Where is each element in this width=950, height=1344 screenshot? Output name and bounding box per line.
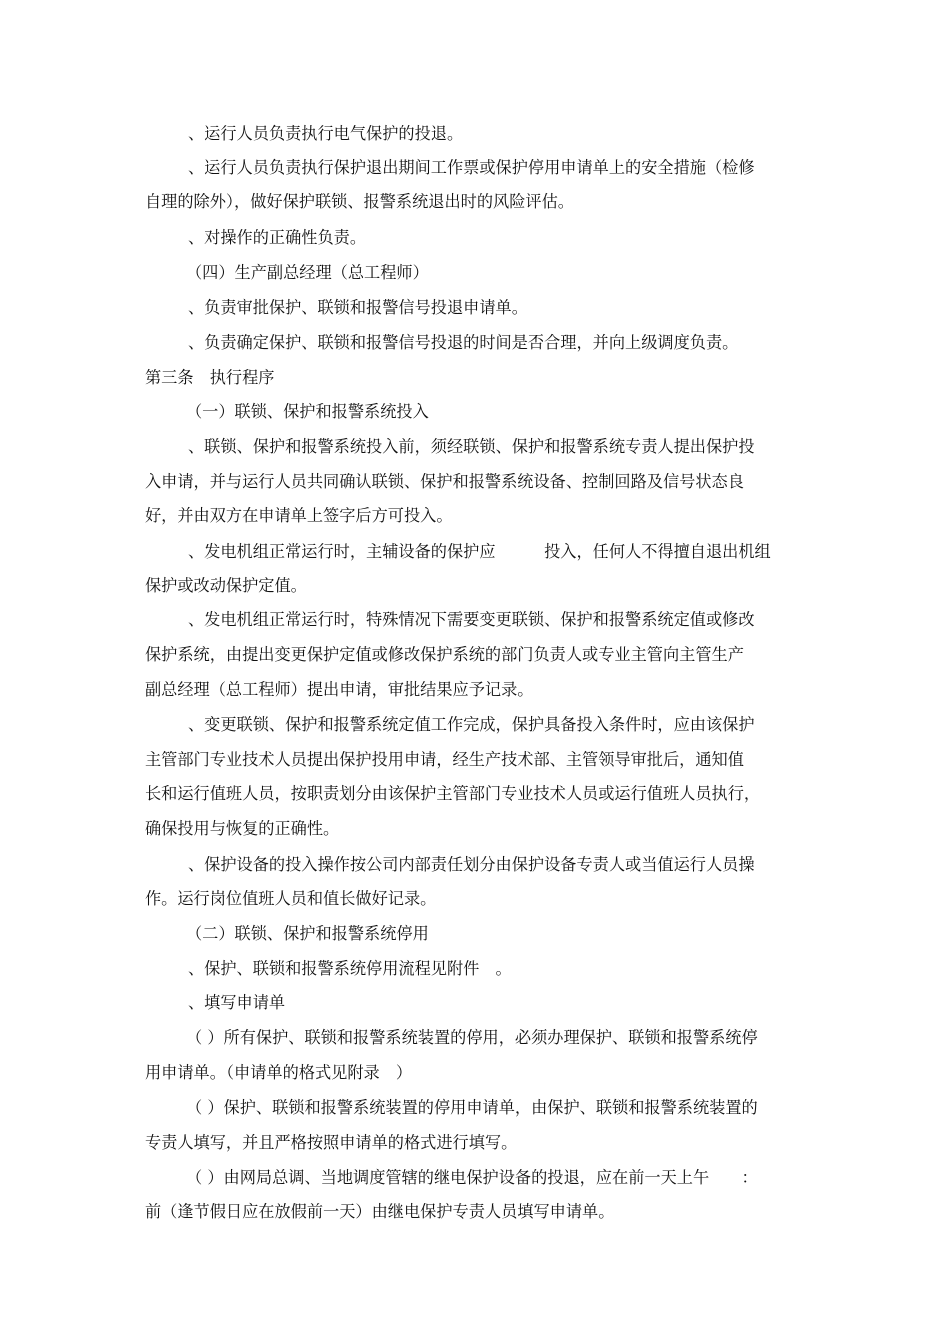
text-line: 、保护、联锁和报警系统停用流程见附件 。 xyxy=(188,959,512,978)
text-line: 、运行人员负责执行保护退出期间工作票或保护停用申请单上的安全措施（检修 xyxy=(188,158,755,177)
text-line: （ ）保护、联锁和报警系统装置的停用申请单，由保护、联锁和报警系统装置的 xyxy=(186,1098,758,1117)
text-line: 、运行人员负责执行电气保护的投退。 xyxy=(188,124,464,143)
text-line: 好，并由双方在申请单上签字后方可投入。 xyxy=(145,506,453,525)
text-line: 、发电机组正常运行时，特殊情况下需要变更联锁、保护和报警系统定值或修改 xyxy=(188,610,755,629)
text-line: 入申请，并与运行人员共同确认联锁、保护和报警系统设备、控制回路及信号状态良 xyxy=(145,472,744,491)
text-line: 长和运行值班人员，按职责划分由该保护主管部门专业技术人员或运行值班人员执行， xyxy=(145,784,761,803)
text-line: 用申请单。（申请单的格式见附录 ） xyxy=(145,1063,413,1082)
text-line: 保护或改动保护定值。 xyxy=(145,576,307,595)
section-heading: （一）联锁、保护和报警系统投入 xyxy=(186,402,429,421)
text-line: 自理的除外），做好保护联锁、报警系统退出时的风险评估。 xyxy=(145,192,574,211)
section-heading: （四）生产副总经理（总工程师） xyxy=(186,263,429,282)
text-line: 、保护设备的投入操作按公司内部责任划分由保护设备专责人或当值运行人员操 xyxy=(188,855,755,874)
text-line: 主管部门专业技术人员提出保护投用申请，经生产技术部、主管领导审批后，通知值 xyxy=(145,750,744,769)
text-line: 、负责确定保护、联锁和报警信号投退的时间是否合理，并向上级调度负责。 xyxy=(188,333,739,352)
section-heading: （二）联锁、保护和报警系统停用 xyxy=(186,924,429,943)
text-line: 副总经理（总工程师）提出申请，审批结果应予记录。 xyxy=(145,680,534,699)
text-line: 作。运行岗位值班人员和值长做好记录。 xyxy=(145,889,437,908)
text-line: 、联锁、保护和报警系统投入前，须经联锁、保护和报警系统专责人提出保护投 xyxy=(188,437,755,456)
text-line: 前（逢节假日应在放假前一天）由继电保护专责人员填写申请单。 xyxy=(145,1202,615,1221)
text-line: 专责人填写，并且严格按照申请单的格式进行填写。 xyxy=(145,1133,518,1152)
text-line: 、填写申请单 xyxy=(188,993,286,1012)
text-line: （ ）由网局总调、当地调度管辖的继电保护设备的投退，应在前一天上午 ： xyxy=(186,1168,758,1187)
text-line: 、负责审批保护、联锁和报警信号投退申请单。 xyxy=(188,298,528,317)
text-line: 保护系统，由提出变更保护定值或修改保护系统的部门负责人或专业主管向主管生产 xyxy=(145,645,744,664)
text-line: （ ）所有保护、联锁和报警系统装置的停用，必须办理保护、联锁和报警系统停 xyxy=(186,1028,758,1047)
text-line: 确保投用与恢复的正确性。 xyxy=(145,819,340,838)
text-line: 、发电机组正常运行时，主辅设备的保护应 投入，任何人不得擅自退出机组 xyxy=(188,542,771,561)
text-line: 、变更联锁、保护和报警系统定值工作完成，保护具备投入条件时，应由该保护 xyxy=(188,715,755,734)
article-heading: 第三条 执行程序 xyxy=(145,368,275,387)
text-line: 、对操作的正确性负责。 xyxy=(188,228,367,247)
